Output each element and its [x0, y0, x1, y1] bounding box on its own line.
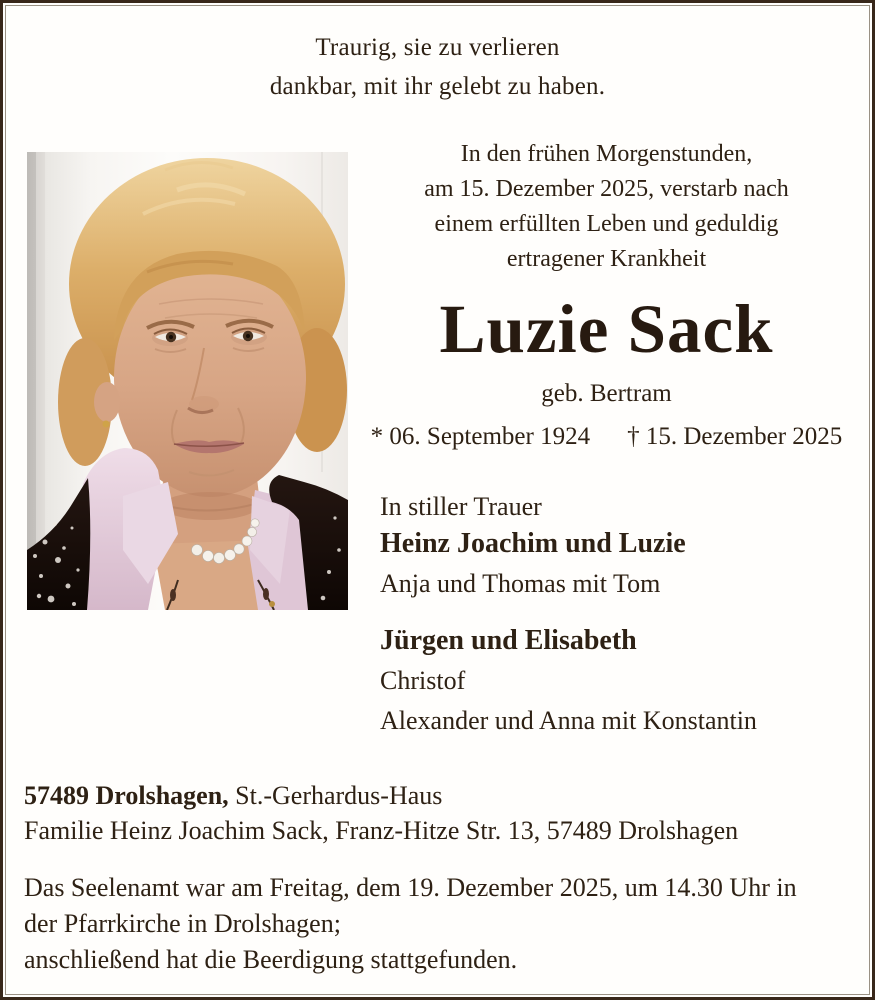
death-date: † 15. Dezember 2025 [627, 423, 843, 450]
mourning-block [380, 490, 757, 741]
mourning-heading: In stiller Trauer [380, 492, 542, 521]
deceased-name: Luzie Sack [439, 291, 774, 367]
opening-quote [0, 28, 875, 106]
service-line-3: anschließend hat die Beerdigung stattgefunden. [24, 945, 518, 974]
mourner-line: Alexander und Anna mit Konstantin [380, 706, 757, 735]
maiden-name: geb. Bertram [541, 380, 672, 407]
portrait-photo-illustration [27, 152, 348, 610]
intro-line-4: ertragener Krankheit [506, 246, 707, 272]
mourner-line: Christof [380, 666, 466, 695]
location-venue: St.-Gerhardus-Haus [228, 781, 443, 810]
location-line [24, 778, 738, 813]
address-block [24, 778, 738, 848]
intro-line-1: In den frühen Morgenstunden, [460, 141, 753, 167]
mourner-line: Jürgen und Elisabeth [380, 625, 637, 656]
family-address-line: Familie Heinz Joachim Sack, Franz-Hitze Str. 13, 57489 Drolshagen [24, 816, 739, 845]
service-info-block [24, 870, 797, 978]
quote-line-2: dankbar, mit ihr gelebt zu haben. [269, 73, 606, 100]
mourner-line: Heinz Joachim und Luzie [380, 528, 686, 559]
location-city: 57489 Drolshagen, [24, 781, 229, 810]
intro-line-3: einem erfüllten Leben und geduldig [434, 211, 779, 237]
mourner-line: Anja und Thomas mit Tom [380, 569, 661, 598]
life-dates [358, 420, 855, 454]
portrait-photo [27, 152, 348, 610]
birth-date: * 06. September 1924 [370, 423, 591, 450]
service-line-1: Das Seelenamt war am Freitag, dem 19. Dezember 2025, um 14.30 Uhr in [24, 873, 797, 902]
announcement-column [358, 137, 855, 454]
service-line-2: der Pfarrkirche in Drolshagen; [24, 909, 341, 938]
intro-line-2: am 15. Dezember 2025, verstarb nach [424, 176, 789, 202]
quote-line-1: Traurig, sie zu verlieren [315, 34, 560, 61]
